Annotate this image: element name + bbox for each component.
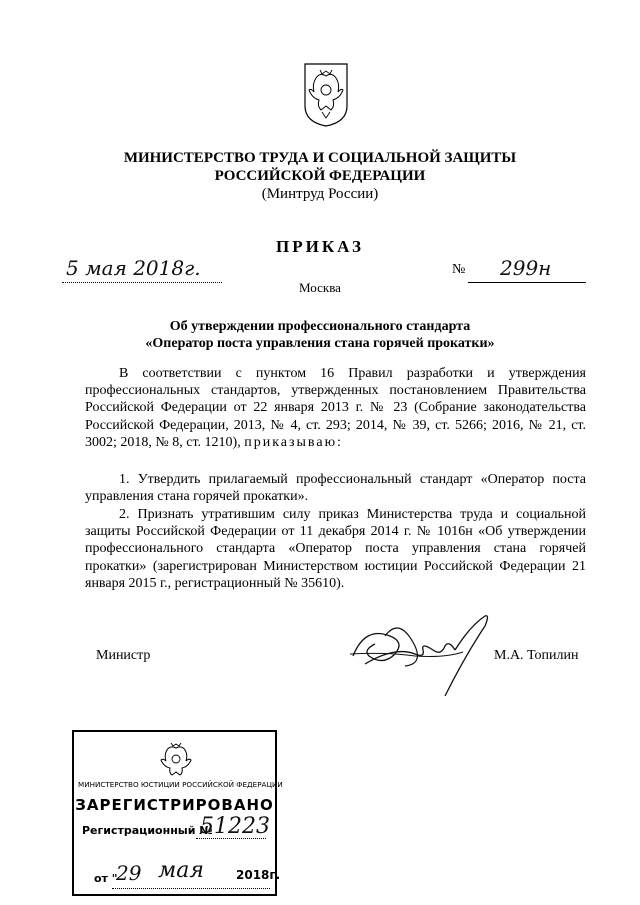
item-2-paragraph <box>85 506 586 592</box>
order-date-handwritten: 5 мая 2018г. <box>66 256 201 280</box>
order-city: Москва <box>299 280 341 295</box>
handwritten-signature <box>345 606 495 701</box>
preamble-text: В соответствии с пунктом 16 Правил разработки и утверждения профессиональных стандартов, утвержденных постановлением Правительства Российской Федерации от 22 января 2013 г. № 23 (Собрание законодательства Российской Федерации, 2013, № 4, ст. 293; 2014, № 39, ст. 5266; 2016, № 21, ст. 3002; 2018, № 8, ст. 1210), <box>85 366 586 450</box>
stamp-reg-number-line <box>196 838 266 839</box>
stamp-date-month-handwritten: мая <box>158 858 204 883</box>
item-2-text: 2. Признать утратившим силу приказ Министерства труда и социальной защиты Российской Федерации от 11 декабря 2014 г. № 1016н «Об утверждении профессионального стандарта «Оператор поста управления стана горячей прокатки» (зарегистрирован Министерством юстиции Российской Федерации 21 января 2015 г., регистрационный № 35610). <box>85 507 586 591</box>
item-1-text: 1. Утвердить прилагаемый профессиональный стандарт «Оператор поста управления стана горячей прокатки». <box>85 472 586 505</box>
preamble-paragraph <box>85 365 586 451</box>
stamp-date-day-handwritten: 29 <box>116 861 142 885</box>
coat-of-arms-emblem <box>303 62 349 128</box>
subject-line2: «Оператор поста управления стана горячей прокатки» <box>145 336 495 351</box>
ministry-name-line2: РОССИЙСКОЙ ФЕДЕРАЦИИ <box>214 168 426 184</box>
stamp-reg-number-handwritten: 51223 <box>200 814 270 839</box>
stamp-date-year: 2018г. <box>236 868 281 882</box>
order-title: ПРИКАЗ <box>276 237 364 256</box>
stamp-reg-number-label: Регистрационный № <box>82 824 213 837</box>
decree-word: приказываю: <box>244 434 343 450</box>
stamp-ministry-name: МИНИСТЕРСТВО ЮСТИЦИИ РОССИЙСКОЙ ФЕДЕРАЦИИ <box>78 780 283 789</box>
stamp-registered: ЗАРЕГИСТРИРОВАНО <box>75 796 274 814</box>
item-1-paragraph <box>85 471 586 505</box>
stamp-emblem <box>156 740 196 778</box>
signer-name: М.А. Топилин <box>494 648 579 663</box>
ministry-short-name: (Минтруд России) <box>261 186 379 202</box>
order-number-label: № <box>452 262 466 277</box>
ministry-name-line1: МИНИСТЕРСТВО ТРУДА И СОЦИАЛЬНОЙ ЗАЩИТЫ <box>123 150 517 166</box>
subject-line1: Об утверждении профессионального стандарта <box>169 319 471 334</box>
stamp-date-from: от " <box>94 872 118 885</box>
signer-position: Министр <box>96 648 151 663</box>
stamp-date-line <box>112 888 270 889</box>
registration-stamp <box>72 730 283 896</box>
order-number-handwritten: 299н <box>500 256 552 280</box>
